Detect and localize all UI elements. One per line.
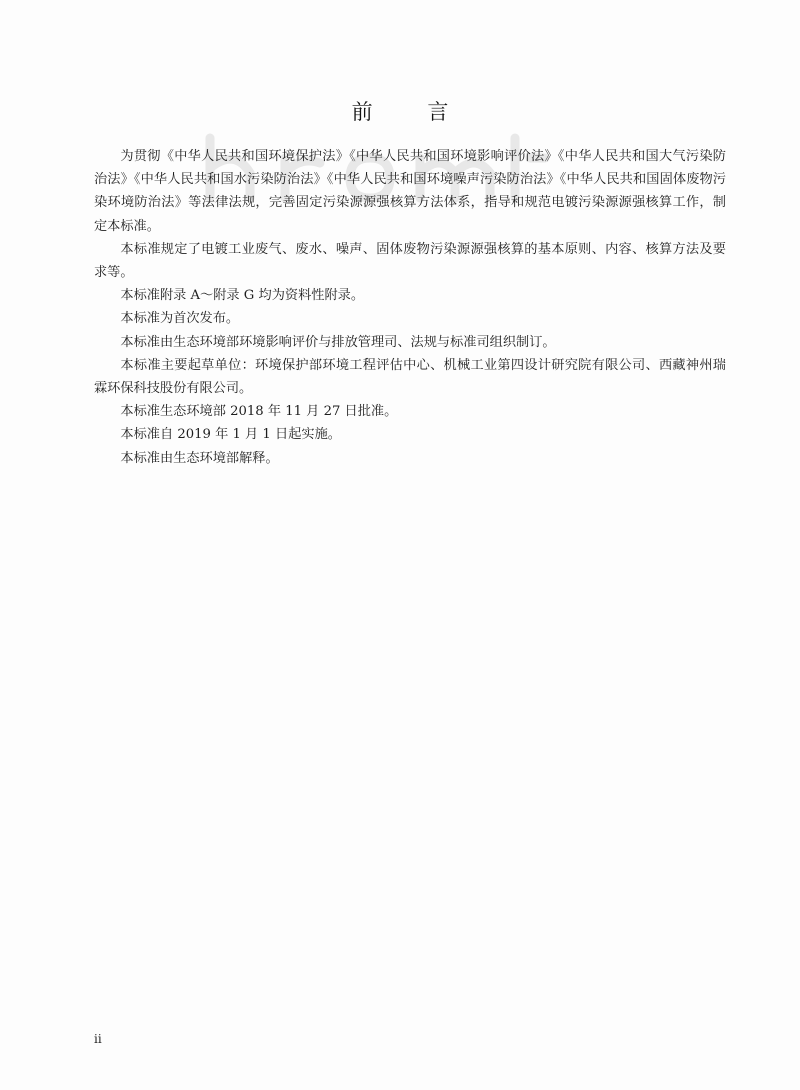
paragraph-organizer: 本标准由生态环境部环境影响评价与排放管理司、法规与标准司组织制订。 xyxy=(120,334,556,350)
paragraph-effective-date: 本标准自 2019 年 1 月 1 日起实施。 xyxy=(120,427,341,443)
paragraph-appendix: 本标准附录 A～附录 G 均为资料性附录。 xyxy=(120,288,365,304)
page-number: ii xyxy=(94,1032,102,1046)
paragraph-approval-date: 本标准生态环境部 2018 年 11 月 27 日批准。 xyxy=(120,404,398,420)
paragraph-interpretation: 本标准由生态环境部解释。 xyxy=(120,450,279,466)
paragraph-first-release: 本标准为首次发布。 xyxy=(120,311,240,327)
preface-body xyxy=(94,145,726,470)
paragraph-drafting-units: 本标准主要起草单位：环境保护部环境工程评估中心、机械工业第四设计研究院有限公司、西藏神州瑞霖环保科技股份有限公司。 xyxy=(94,357,726,397)
paragraph-legal-basis: 为贯彻《中华人民共和国环境保护法》《中华人民共和国环境影响评价法》《中华人民共和国大气污染防治法》《中华人民共和国水污染防治法》《中华人民共和国环境噪声污染防治法》《中华人民共和国固体废物污染环境防治法》等法律法规，完善固定污染源源强核算方法体系，指导和规范电镀污染源源强核算工作，制定本标准。 xyxy=(94,149,726,234)
paragraph-scope: 本标准规定了电镀工业废气、废水、噪声、固体废物污染源源强核算的基本原则、内容、核算方法及要求等。 xyxy=(94,241,726,281)
page-title: 前 言 xyxy=(351,100,473,124)
